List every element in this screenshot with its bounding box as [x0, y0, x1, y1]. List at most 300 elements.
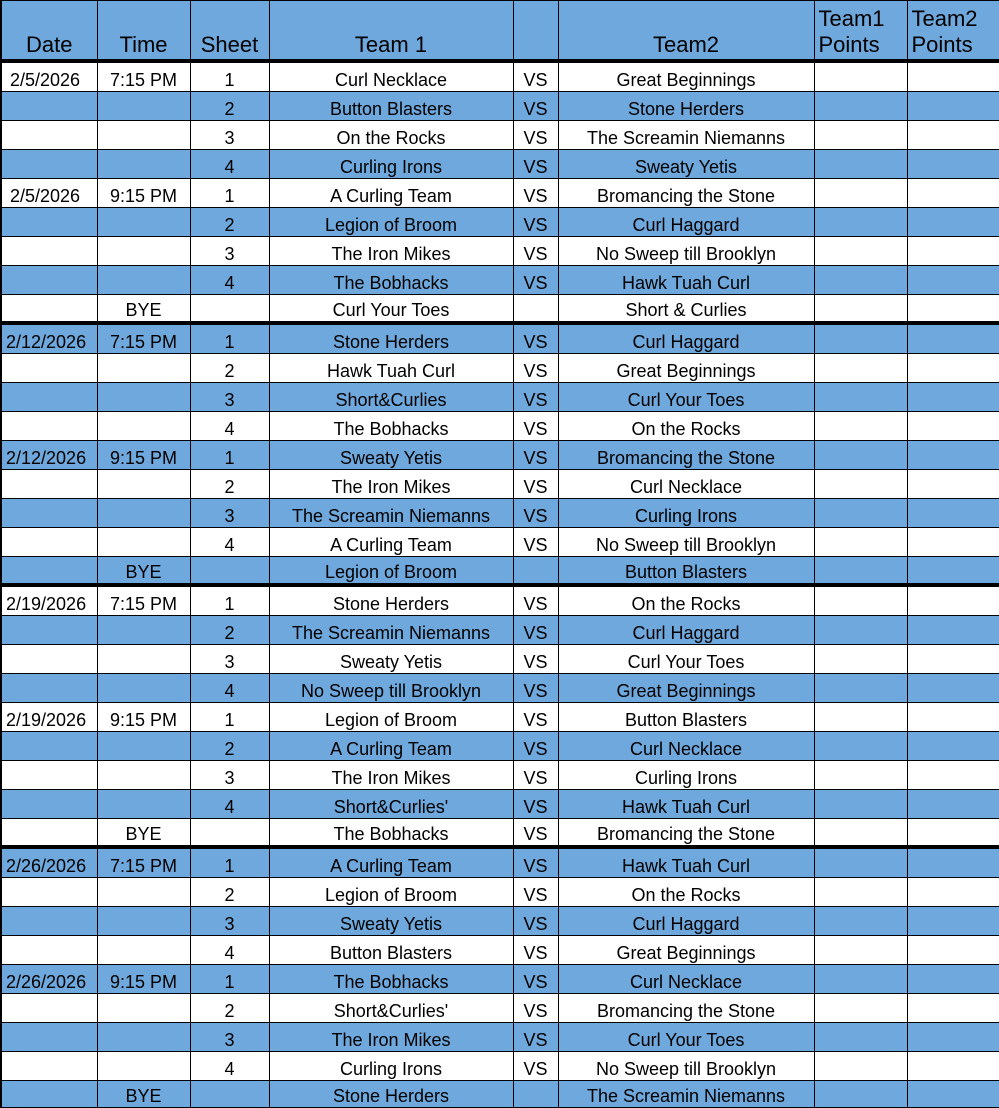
team1-cell[interactable]: The Bobhacks: [269, 266, 513, 295]
team2-points-cell[interactable]: [907, 1023, 999, 1052]
team1-cell[interactable]: Button Blasters: [269, 92, 513, 121]
team2-cell[interactable]: Bromancing the Stone: [558, 994, 814, 1023]
team2-cell[interactable]: Hawk Tuah Curl: [558, 847, 814, 878]
time-cell[interactable]: BYE: [97, 1081, 190, 1108]
sheet-cell[interactable]: [190, 1081, 269, 1108]
time-cell[interactable]: [97, 499, 190, 528]
time-cell[interactable]: 9:15 PM: [97, 965, 190, 994]
date-cell[interactable]: [1, 994, 97, 1023]
team1-points-cell[interactable]: [814, 237, 907, 266]
time-cell[interactable]: [97, 878, 190, 907]
team2-cell[interactable]: On the Rocks: [558, 878, 814, 907]
time-cell[interactable]: 9:15 PM: [97, 703, 190, 732]
team2-cell[interactable]: Stone Herders: [558, 92, 814, 121]
team1-cell[interactable]: The Iron Mikes: [269, 237, 513, 266]
date-cell[interactable]: [1, 470, 97, 499]
team1-cell[interactable]: Hawk Tuah Curl: [269, 354, 513, 383]
vs-cell[interactable]: [513, 295, 558, 324]
team1-cell[interactable]: The Iron Mikes: [269, 1023, 513, 1052]
vs-cell[interactable]: VS: [513, 354, 558, 383]
team2-cell[interactable]: Hawk Tuah Curl: [558, 790, 814, 819]
vs-cell[interactable]: VS: [513, 616, 558, 645]
date-cell[interactable]: [1, 208, 97, 237]
team1-points-cell[interactable]: [814, 585, 907, 616]
team1-points-cell[interactable]: [814, 412, 907, 441]
vs-cell[interactable]: VS: [513, 965, 558, 994]
time-cell[interactable]: [97, 266, 190, 295]
team1-cell[interactable]: Short&Curlies': [269, 790, 513, 819]
team1-points-cell[interactable]: [814, 121, 907, 150]
sheet-cell[interactable]: 1: [190, 61, 269, 92]
time-cell[interactable]: 9:15 PM: [97, 179, 190, 208]
vs-cell[interactable]: VS: [513, 674, 558, 703]
time-cell[interactable]: BYE: [97, 295, 190, 324]
team2-points-cell[interactable]: [907, 179, 999, 208]
team2-points-cell[interactable]: [907, 847, 999, 878]
sheet-cell[interactable]: [190, 557, 269, 586]
team2-cell[interactable]: Great Beginnings: [558, 936, 814, 965]
team1-cell[interactable]: Curl Your Toes: [269, 295, 513, 324]
team1-cell[interactable]: Curling Irons: [269, 150, 513, 179]
team2-cell[interactable]: Curl Necklace: [558, 470, 814, 499]
team2-points-cell[interactable]: [907, 470, 999, 499]
vs-cell[interactable]: VS: [513, 441, 558, 470]
team1-cell[interactable]: Stone Herders: [269, 1081, 513, 1108]
vs-cell[interactable]: VS: [513, 819, 558, 848]
time-cell[interactable]: [97, 907, 190, 936]
team1-cell[interactable]: Button Blasters: [269, 936, 513, 965]
sheet-cell[interactable]: 3: [190, 645, 269, 674]
time-cell[interactable]: BYE: [97, 557, 190, 586]
time-cell[interactable]: [97, 732, 190, 761]
team1-points-cell[interactable]: [814, 936, 907, 965]
team1-points-cell[interactable]: [814, 819, 907, 848]
vs-cell[interactable]: VS: [513, 936, 558, 965]
vs-cell[interactable]: VS: [513, 1023, 558, 1052]
team2-cell[interactable]: Curling Irons: [558, 761, 814, 790]
team2-points-cell[interactable]: [907, 965, 999, 994]
time-cell[interactable]: 7:15 PM: [97, 323, 190, 354]
time-cell[interactable]: 9:15 PM: [97, 441, 190, 470]
team2-points-cell[interactable]: [907, 1052, 999, 1081]
sheet-cell[interactable]: 2: [190, 92, 269, 121]
team1-cell[interactable]: A Curling Team: [269, 179, 513, 208]
time-cell[interactable]: [97, 645, 190, 674]
time-cell[interactable]: [97, 1023, 190, 1052]
team2-points-cell[interactable]: [907, 441, 999, 470]
team1-cell[interactable]: The Bobhacks: [269, 412, 513, 441]
sheet-cell[interactable]: 4: [190, 150, 269, 179]
date-cell[interactable]: [1, 936, 97, 965]
date-cell[interactable]: 2/19/2026: [1, 585, 97, 616]
vs-cell[interactable]: VS: [513, 528, 558, 557]
team2-points-cell[interactable]: [907, 819, 999, 848]
team2-cell[interactable]: Great Beginnings: [558, 61, 814, 92]
team2-points-cell[interactable]: [907, 354, 999, 383]
team2-cell[interactable]: Curl Haggard: [558, 616, 814, 645]
vs-cell[interactable]: VS: [513, 790, 558, 819]
match-row: [1, 645, 999, 674]
vs-cell[interactable]: [513, 557, 558, 586]
team2-cell[interactable]: Bromancing the Stone: [558, 819, 814, 848]
sheet-cell[interactable]: 2: [190, 470, 269, 499]
time-cell[interactable]: [97, 616, 190, 645]
date-cell[interactable]: [1, 761, 97, 790]
team2-cell[interactable]: Curl Your Toes: [558, 383, 814, 412]
team1-points-cell[interactable]: [814, 295, 907, 324]
team1-cell[interactable]: No Sweep till Brooklyn: [269, 674, 513, 703]
team2-points-cell[interactable]: [907, 412, 999, 441]
time-cell[interactable]: [97, 790, 190, 819]
team1-cell[interactable]: Sweaty Yetis: [269, 645, 513, 674]
date-cell[interactable]: [1, 1081, 97, 1108]
vs-cell[interactable]: VS: [513, 323, 558, 354]
team1-points-cell[interactable]: [814, 383, 907, 412]
vs-cell[interactable]: VS: [513, 92, 558, 121]
date-cell[interactable]: 2/5/2026: [1, 61, 97, 92]
team2-points-cell[interactable]: [907, 237, 999, 266]
team1-cell[interactable]: Legion of Broom: [269, 208, 513, 237]
sheet-cell[interactable]: 1: [190, 179, 269, 208]
vs-cell[interactable]: VS: [513, 907, 558, 936]
time-cell[interactable]: [97, 674, 190, 703]
sheet-cell[interactable]: 3: [190, 121, 269, 150]
date-cell[interactable]: 2/26/2026: [1, 965, 97, 994]
team2-cell[interactable]: Bromancing the Stone: [558, 441, 814, 470]
team2-cell[interactable]: Curl Haggard: [558, 323, 814, 354]
date-cell[interactable]: [1, 92, 97, 121]
team2-points-cell[interactable]: [907, 557, 999, 586]
team1-points-cell[interactable]: [814, 470, 907, 499]
team2-cell[interactable]: No Sweep till Brooklyn: [558, 528, 814, 557]
vs-cell[interactable]: VS: [513, 150, 558, 179]
date-cell[interactable]: [1, 1023, 97, 1052]
date-cell[interactable]: 2/26/2026: [1, 847, 97, 878]
team2-points-cell[interactable]: [907, 150, 999, 179]
team1-points-cell[interactable]: [814, 441, 907, 470]
sheet-cell[interactable]: 3: [190, 1023, 269, 1052]
team2-cell[interactable]: Button Blasters: [558, 557, 814, 586]
sheet-cell[interactable]: 4: [190, 1052, 269, 1081]
vs-cell[interactable]: VS: [513, 61, 558, 92]
team1-points-cell[interactable]: [814, 907, 907, 936]
team1-cell[interactable]: Sweaty Yetis: [269, 907, 513, 936]
team1-points-cell[interactable]: [814, 703, 907, 732]
sheet-cell[interactable]: 4: [190, 790, 269, 819]
sheet-cell[interactable]: 3: [190, 383, 269, 412]
header-team1[interactable]: Team 1: [269, 1, 513, 62]
time-cell[interactable]: [97, 208, 190, 237]
team1-cell[interactable]: The Iron Mikes: [269, 470, 513, 499]
sheet-cell[interactable]: 4: [190, 674, 269, 703]
sheet-cell[interactable]: 1: [190, 585, 269, 616]
vs-cell[interactable]: VS: [513, 383, 558, 412]
time-cell[interactable]: 7:15 PM: [97, 585, 190, 616]
vs-cell[interactable]: VS: [513, 761, 558, 790]
date-cell[interactable]: 2/12/2026: [1, 323, 97, 354]
date-cell[interactable]: [1, 412, 97, 441]
team1-points-cell[interactable]: [814, 499, 907, 528]
vs-cell[interactable]: VS: [513, 412, 558, 441]
vs-cell[interactable]: VS: [513, 732, 558, 761]
date-cell[interactable]: [1, 237, 97, 266]
team2-points-cell[interactable]: [907, 878, 999, 907]
time-cell[interactable]: [97, 383, 190, 412]
match-row: [1, 732, 999, 761]
team2-cell[interactable]: Button Blasters: [558, 703, 814, 732]
team1-points-cell[interactable]: [814, 732, 907, 761]
team1-points-cell[interactable]: [814, 994, 907, 1023]
team1-points-cell[interactable]: [814, 847, 907, 878]
vs-cell[interactable]: VS: [513, 121, 558, 150]
team2-points-cell[interactable]: [907, 761, 999, 790]
time-cell[interactable]: [97, 1052, 190, 1081]
time-cell[interactable]: [97, 470, 190, 499]
team2-points-cell[interactable]: [907, 208, 999, 237]
team1-cell[interactable]: The Bobhacks: [269, 965, 513, 994]
team2-points-cell[interactable]: [907, 528, 999, 557]
sheet-cell[interactable]: 4: [190, 528, 269, 557]
header-team2-points[interactable]: Team2 Points: [907, 1, 999, 62]
sheet-cell[interactable]: 2: [190, 616, 269, 645]
team2-points-cell[interactable]: [907, 732, 999, 761]
team1-points-cell[interactable]: [814, 761, 907, 790]
team2-cell[interactable]: Hawk Tuah Curl: [558, 266, 814, 295]
team1-cell[interactable]: Stone Herders: [269, 323, 513, 354]
time-cell[interactable]: [97, 92, 190, 121]
date-cell[interactable]: [1, 1052, 97, 1081]
date-cell[interactable]: [1, 499, 97, 528]
sheet-cell[interactable]: 2: [190, 208, 269, 237]
sheet-cell[interactable]: 4: [190, 412, 269, 441]
team2-points-cell[interactable]: [907, 585, 999, 616]
sheet-cell[interactable]: 2: [190, 878, 269, 907]
team2-cell[interactable]: Curl Necklace: [558, 965, 814, 994]
vs-cell[interactable]: VS: [513, 237, 558, 266]
time-cell[interactable]: 7:15 PM: [97, 847, 190, 878]
team1-cell[interactable]: The Bobhacks: [269, 819, 513, 848]
team2-points-cell[interactable]: [907, 1081, 999, 1108]
sheet-cell[interactable]: 3: [190, 499, 269, 528]
date-cell[interactable]: [1, 150, 97, 179]
team2-points-cell[interactable]: [907, 295, 999, 324]
team1-points-cell[interactable]: [814, 266, 907, 295]
sheet-cell[interactable]: 1: [190, 965, 269, 994]
team2-cell[interactable]: Short & Curlies: [558, 295, 814, 324]
date-cell[interactable]: [1, 645, 97, 674]
team1-points-cell[interactable]: [814, 323, 907, 354]
header-sheet[interactable]: Sheet: [190, 1, 269, 62]
match-row: [1, 585, 999, 616]
sheet-cell[interactable]: 1: [190, 703, 269, 732]
team1-cell[interactable]: Curl Necklace: [269, 61, 513, 92]
time-cell[interactable]: [97, 761, 190, 790]
team2-points-cell[interactable]: [907, 323, 999, 354]
team1-points-cell[interactable]: [814, 674, 907, 703]
team1-cell[interactable]: On the Rocks: [269, 121, 513, 150]
team1-points-cell[interactable]: [814, 616, 907, 645]
date-cell[interactable]: [1, 354, 97, 383]
sheet-cell[interactable]: 3: [190, 761, 269, 790]
team2-cell[interactable]: Curl Haggard: [558, 208, 814, 237]
time-cell[interactable]: BYE: [97, 819, 190, 848]
team2-points-cell[interactable]: [907, 907, 999, 936]
team2-points-cell[interactable]: [907, 936, 999, 965]
team1-cell[interactable]: The Screamin Niemanns: [269, 499, 513, 528]
time-cell[interactable]: [97, 412, 190, 441]
date-cell[interactable]: 2/12/2026: [1, 441, 97, 470]
sheet-cell[interactable]: [190, 819, 269, 848]
team2-cell[interactable]: The Screamin Niemanns: [558, 1081, 814, 1108]
team2-cell[interactable]: Curl Your Toes: [558, 1023, 814, 1052]
team2-cell[interactable]: Great Beginnings: [558, 354, 814, 383]
time-cell[interactable]: [97, 354, 190, 383]
team2-points-cell[interactable]: [907, 994, 999, 1023]
date-cell[interactable]: [1, 616, 97, 645]
sheet-cell[interactable]: 4: [190, 266, 269, 295]
date-cell[interactable]: [1, 557, 97, 586]
time-cell[interactable]: 7:15 PM: [97, 61, 190, 92]
team1-points-cell[interactable]: [814, 354, 907, 383]
team2-cell[interactable]: On the Rocks: [558, 412, 814, 441]
team1-points-cell[interactable]: [814, 557, 907, 586]
team1-points-cell[interactable]: [814, 61, 907, 92]
team1-cell[interactable]: Legion of Broom: [269, 557, 513, 586]
date-cell[interactable]: [1, 732, 97, 761]
team1-points-cell[interactable]: [814, 1023, 907, 1052]
team1-points-cell[interactable]: [814, 1081, 907, 1108]
team1-cell[interactable]: A Curling Team: [269, 528, 513, 557]
match-row: [1, 528, 999, 557]
team2-cell[interactable]: Great Beginnings: [558, 674, 814, 703]
header-vs[interactable]: [513, 1, 558, 62]
header-team1-points[interactable]: Team1 Points: [814, 1, 907, 62]
vs-cell[interactable]: VS: [513, 847, 558, 878]
time-cell[interactable]: [97, 150, 190, 179]
team2-cell[interactable]: Curling Irons: [558, 499, 814, 528]
date-cell[interactable]: [1, 878, 97, 907]
vs-cell[interactable]: VS: [513, 585, 558, 616]
team2-cell[interactable]: Bromancing the Stone: [558, 179, 814, 208]
team2-cell[interactable]: No Sweep till Brooklyn: [558, 237, 814, 266]
vs-cell[interactable]: VS: [513, 266, 558, 295]
team1-points-cell[interactable]: [814, 179, 907, 208]
vs-cell[interactable]: [513, 1081, 558, 1108]
time-cell[interactable]: [97, 936, 190, 965]
sheet-cell[interactable]: 2: [190, 994, 269, 1023]
team1-points-cell[interactable]: [814, 965, 907, 994]
date-cell[interactable]: [1, 674, 97, 703]
team1-points-cell[interactable]: [814, 645, 907, 674]
sheet-cell[interactable]: [190, 295, 269, 324]
team1-points-cell[interactable]: [814, 790, 907, 819]
team2-points-cell[interactable]: [907, 499, 999, 528]
team1-cell[interactable]: Curling Irons: [269, 1052, 513, 1081]
team1-points-cell[interactable]: [814, 1052, 907, 1081]
date-cell[interactable]: [1, 266, 97, 295]
team2-points-cell[interactable]: [907, 616, 999, 645]
date-cell[interactable]: [1, 383, 97, 412]
team1-cell[interactable]: A Curling Team: [269, 732, 513, 761]
team1-cell[interactable]: Sweaty Yetis: [269, 441, 513, 470]
date-cell[interactable]: [1, 819, 97, 848]
team1-points-cell[interactable]: [814, 208, 907, 237]
vs-cell[interactable]: VS: [513, 703, 558, 732]
time-cell[interactable]: [97, 121, 190, 150]
vs-cell[interactable]: VS: [513, 878, 558, 907]
sheet-cell[interactable]: 1: [190, 847, 269, 878]
time-cell[interactable]: [97, 994, 190, 1023]
date-cell[interactable]: [1, 528, 97, 557]
vs-cell[interactable]: VS: [513, 1052, 558, 1081]
date-cell[interactable]: [1, 790, 97, 819]
sheet-cell[interactable]: 3: [190, 907, 269, 936]
team2-cell[interactable]: Curl Necklace: [558, 732, 814, 761]
team1-cell[interactable]: Legion of Broom: [269, 878, 513, 907]
sheet-cell[interactable]: 1: [190, 441, 269, 470]
date-cell[interactable]: [1, 907, 97, 936]
team2-cell[interactable]: Curl Your Toes: [558, 645, 814, 674]
team1-points-cell[interactable]: [814, 150, 907, 179]
vs-cell[interactable]: VS: [513, 208, 558, 237]
team1-points-cell[interactable]: [814, 878, 907, 907]
date-cell[interactable]: 2/19/2026: [1, 703, 97, 732]
vs-cell[interactable]: VS: [513, 179, 558, 208]
team2-cell[interactable]: Curl Haggard: [558, 907, 814, 936]
team1-cell[interactable]: Legion of Broom: [269, 703, 513, 732]
team2-points-cell[interactable]: [907, 645, 999, 674]
team2-points-cell[interactable]: [907, 266, 999, 295]
time-cell[interactable]: [97, 237, 190, 266]
date-cell[interactable]: [1, 295, 97, 324]
team2-cell[interactable]: Sweaty Yetis: [558, 150, 814, 179]
sheet-cell[interactable]: 1: [190, 323, 269, 354]
vs-cell[interactable]: VS: [513, 994, 558, 1023]
team1-cell[interactable]: The Iron Mikes: [269, 761, 513, 790]
team2-points-cell[interactable]: [907, 121, 999, 150]
team1-cell[interactable]: The Screamin Niemanns: [269, 616, 513, 645]
date-cell[interactable]: [1, 121, 97, 150]
team2-points-cell[interactable]: [907, 674, 999, 703]
sheet-cell[interactable]: 2: [190, 732, 269, 761]
team1-points-cell[interactable]: [814, 528, 907, 557]
vs-cell[interactable]: VS: [513, 645, 558, 674]
header-time[interactable]: Time: [97, 1, 190, 62]
sheet-cell[interactable]: 4: [190, 936, 269, 965]
team2-points-cell[interactable]: [907, 61, 999, 92]
team1-cell[interactable]: A Curling Team: [269, 847, 513, 878]
team1-cell[interactable]: Stone Herders: [269, 585, 513, 616]
team1-points-cell[interactable]: [814, 92, 907, 121]
vs-cell[interactable]: VS: [513, 470, 558, 499]
team2-cell[interactable]: On the Rocks: [558, 585, 814, 616]
team2-points-cell[interactable]: [907, 703, 999, 732]
team2-cell[interactable]: No Sweep till Brooklyn: [558, 1052, 814, 1081]
sheet-cell[interactable]: 3: [190, 237, 269, 266]
team2-points-cell[interactable]: [907, 383, 999, 412]
sheet-cell[interactable]: 2: [190, 354, 269, 383]
team1-cell[interactable]: Short&Curlies': [269, 994, 513, 1023]
team1-cell[interactable]: Short&Curlies: [269, 383, 513, 412]
vs-cell[interactable]: VS: [513, 499, 558, 528]
time-cell[interactable]: [97, 528, 190, 557]
date-cell[interactable]: 2/5/2026: [1, 179, 97, 208]
team2-cell[interactable]: The Screamin Niemanns: [558, 121, 814, 150]
header-team2[interactable]: Team2: [558, 1, 814, 62]
header-date[interactable]: Date: [1, 1, 97, 62]
team2-points-cell[interactable]: [907, 92, 999, 121]
team2-points-cell[interactable]: [907, 790, 999, 819]
